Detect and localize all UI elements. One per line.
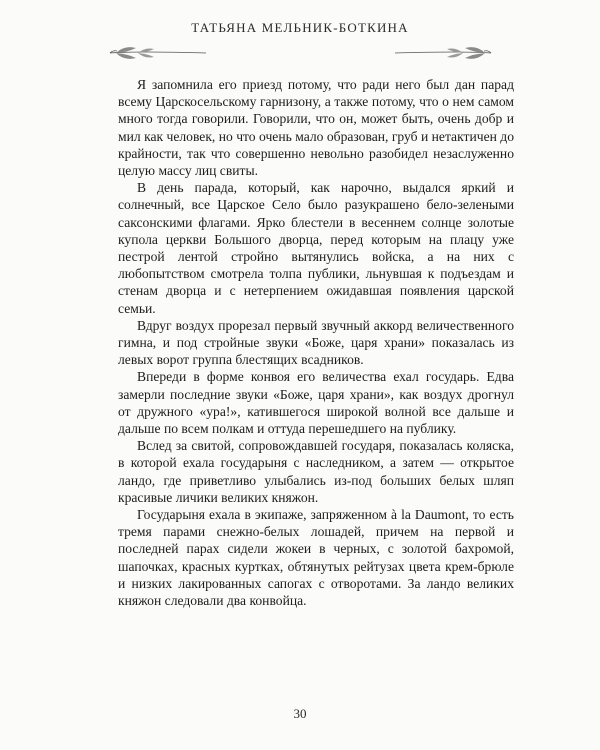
running-title: ТАТЬЯНА МЕЛЬНИК-БОТКИНА xyxy=(191,20,409,35)
page-header xyxy=(0,18,600,78)
paragraph: В день парада, который, как нарочно, выдался яркий и солнечный, все Царское Село было разукрашено бело-зелеными саксонскими флагами. Ярко блестели в весеннем солнце золотые купола церкви Большого дворца, перед которым на плацу уже пестрой лентой стройно вытянулись войска, а на них с любопытством смотрела толпа публики, льнувшая к подъездам и стенам дворца и с нетерпением ожидавшая появления царской семьи. xyxy=(118,180,514,316)
paragraph: Вдруг воздух прорезал первый звучный аккорд величественного гимна, и под стройные звуки «Боже, царя храни» показалась из левых ворот группа блестящих всадников. xyxy=(118,317,514,368)
paragraph: Государыня ехала в экипаже, запряженном à la Daumont, то есть тремя парами снежно-белых лошадей, причем на первой и последней парах сидели жокеи в черных, с золотой бахромой, шапочках, красных куртках, обтянутых рейтузах цвета крем-брюле и низких лакированных сапогах с отворотами. За ландо великих княжон следовали два конвойца. xyxy=(118,507,514,609)
paragraph: Вслед за свитой, сопровождавшей государя, показалась коляска, в которой ехала государыня с наследником, а затем — открытое ландо, где приветливо улыбались из-под больших белых шляп красивые личики великих княжон. xyxy=(118,438,514,505)
paragraph: Впереди в форме конвоя его величества ехал государь. Едва замерли последние звуки «Боже, царя храни», как воздух дрогнул от дружного «ура!», катившегося широкой волной все дальше и дальше по всем полкам и оттуда перешедшего на публику. xyxy=(118,369,514,437)
leaf-flourish-icon xyxy=(108,42,208,64)
leaf-flourish-icon xyxy=(393,42,493,64)
page-number: 30 xyxy=(293,706,307,721)
paragraph: Я запомнила его приезд потому, что ради него был дан парад всему Царскосельскому гарнизону, а также потому, что о нем самом много тогда говорили. Говорили, что он, может быть, очень добр и мил как человек, но что очень мало образован, груб и нетактичен до крайности, так что совершенно невольно разобидел незаслуженно целую массу лиц свиты. xyxy=(118,77,514,179)
body-text xyxy=(118,76,514,609)
